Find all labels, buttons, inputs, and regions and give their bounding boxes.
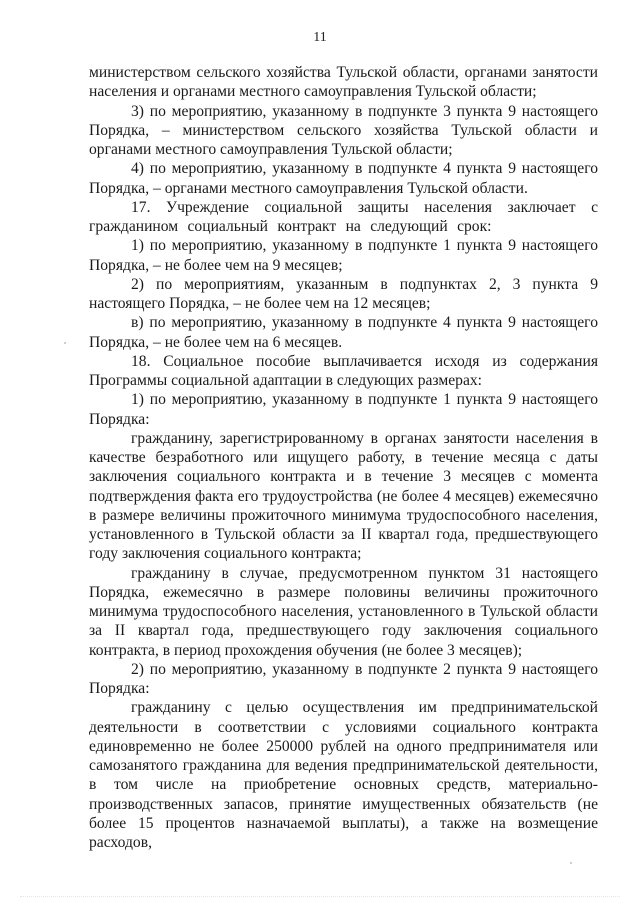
page-number: 11 bbox=[313, 30, 327, 45]
paragraph: 1) по мероприятию, указанному в подпункте 1 пункта 9 настоящего Порядка, – не более чем на 9 месяцев; bbox=[89, 237, 598, 274]
document-body bbox=[89, 63, 598, 852]
paragraph: 1) по мероприятию, указанному в подпункте 1 пункта 9 настоящего Порядка: bbox=[89, 391, 598, 428]
scan-edge bbox=[20, 893, 620, 897]
paragraph: 2) по мероприятию, указанному в подпункте 2 пункта 9 настоящего Порядка: bbox=[89, 660, 598, 697]
paragraph: гражданину, зарегистрированному в органах занятости населения в качестве безработного или ищущего работу, в течение месяца с даты заключения социального контракта и в течение 3 месяцев с момента подтверждения факта его трудоустройства (не более 4 месяцев) ежемесячно в размере величины прожиточного минимума трудоспособного населения, установленного в Тульской области за II квартал года, предшествующего году заключения социального контракта; bbox=[89, 429, 598, 563]
paragraph: 18. Социальное пособие выплачивается исходя из содержания Программы социальной адаптации в следующих размерах: bbox=[89, 352, 598, 389]
paragraph: 17. Учреждение социальной защиты населения заключает с гражданином социальный контракт на следующий срок: bbox=[89, 198, 598, 235]
paragraph: 2) по мероприятиям, указанным в подпунктах 2, 3 пункта 9 настоящего Порядка, – не более чем на 12 месяцев; bbox=[89, 275, 598, 312]
paragraph: министерством сельского хозяйства Тульской области, органами занятости населения и органами местного самоуправления Тульской области; bbox=[89, 64, 598, 101]
scan-speck bbox=[64, 342, 66, 344]
scan-speck bbox=[570, 862, 572, 864]
paragraph: гражданину с целью осуществления им предпринимательской деятельности в соответствии с условиями социального контракта единовременно не более 250000 рублей на одного предпринимателя или самозанятого гражданина для ведения предпринимательской деятельности, в том числе на приобретение основных средств, материально-производственных запасов, принятие имущественных обязательств (не более 15 процентов назначаемой выплаты), а также на возмещение расходов, bbox=[89, 699, 598, 851]
paragraph: 4) по мероприятию, указанному в подпункте 4 пункта 9 настоящего Порядка, – органами местного самоуправления Тульской области. bbox=[89, 160, 598, 197]
paragraph: 3) по мероприятию, указанному в подпункте 3 пункта 9 настоящего Порядка, – министерством сельского хозяйства Тульской области и органами местного самоуправления Тульской области; bbox=[89, 102, 598, 158]
paragraph: гражданину в случае, предусмотренном пунктом 31 настоящего Порядка, ежемесячно в размере половины величины прожиточного минимума трудоспособного населения, установленного в Тульской области за II квартал года, предшествующего году заключения социального контракта, в период прохождения обучения (не более 3 месяцев); bbox=[89, 564, 598, 659]
paragraph: в) по мероприятию, указанному в подпункте 4 пункта 9 настоящего Порядка, – не более чем на 6 месяцев. bbox=[89, 314, 598, 351]
